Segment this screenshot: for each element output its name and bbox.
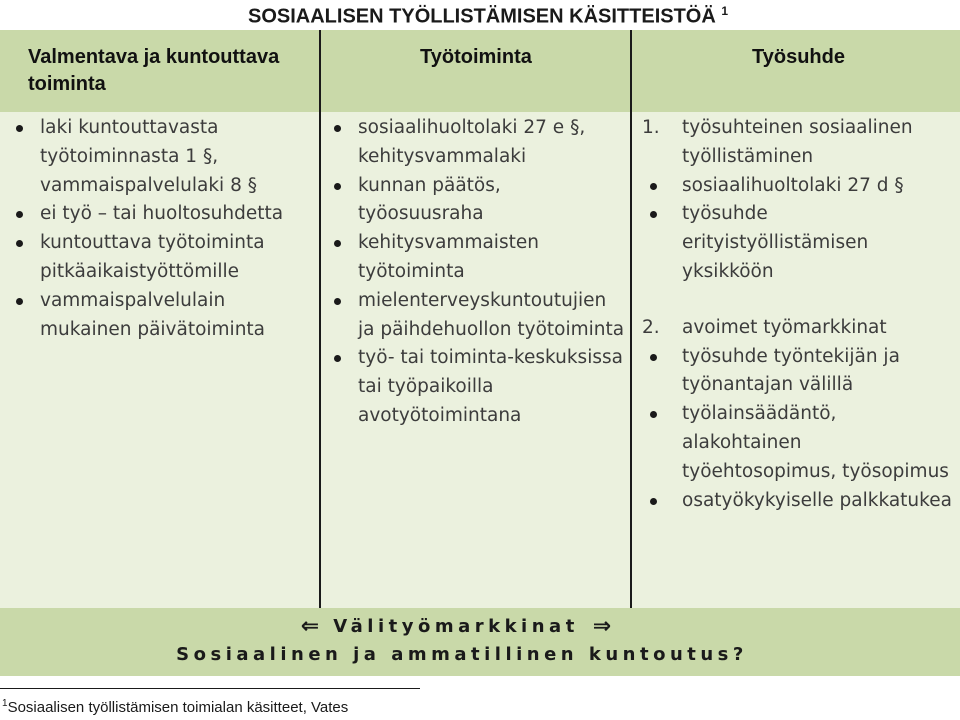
list-item: kehitysvammaisten työtoiminta (330, 229, 626, 287)
list-item: sosiaalihuoltolaki 27 e §, kehitysvammalaki (330, 114, 626, 172)
list-item: kuntouttava työtoiminta pitkäaikaistyöttömille (12, 229, 312, 287)
column-header-tyotoiminta: Työtoiminta (420, 46, 532, 68)
column-valmentava (12, 114, 312, 344)
section-2-list (642, 343, 954, 516)
valmentava-list (12, 114, 312, 344)
page-title (248, 4, 728, 29)
section-number: 2. (642, 316, 660, 338)
list-item: vammaispalvelulain mukainen päivätoiminta (12, 287, 312, 345)
column-divider-2 (630, 30, 632, 608)
list-item: sosiaalihuoltolaki 27 d § (642, 172, 954, 201)
list-item: työsuhde työntekijän ja työnantajan välillä (642, 343, 954, 401)
tyotoiminta-list (330, 114, 626, 431)
section-title: avoimet työmarkkinat (682, 316, 887, 338)
column-divider-1 (319, 30, 321, 608)
column-header-tyosuhde: Työsuhde (752, 46, 845, 68)
footnote-divider (0, 688, 420, 689)
list-item: osatyökykyiselle palkkatukea (642, 487, 954, 516)
section-1-list (642, 172, 954, 287)
list-item: työ- tai toiminta-keskuksissa tai työpaikoilla avotyötoimintana (330, 344, 626, 430)
list-item: ei työ – tai huoltosuhdetta (12, 200, 312, 229)
list-item: työsuhde erityistyöllistämisen yksikköön (642, 200, 954, 286)
title-footnote-mark: 1 (721, 4, 729, 18)
section-number: 1. (642, 117, 660, 138)
kuntoutus-label: Sosiaalinen ja ammatillinen kuntoutus? (176, 644, 748, 665)
footnote-mark: 1 (2, 698, 8, 709)
list-item: mielenterveyskuntoutujien ja päihdehuollon työtoiminta (330, 287, 626, 345)
column-tyotoiminta (330, 114, 626, 431)
footnote (2, 698, 348, 716)
column-header-valmentava: Valmentava ja kuntouttava toiminta (28, 46, 280, 95)
footnote-text: Sosiaalisen työllistämisen toimialan käsitteet, Vates (7, 699, 349, 716)
arrow-right-icon: ⇒ (592, 614, 612, 639)
arrow-left-icon: ⇐ (300, 614, 320, 639)
section-heading-2 (642, 314, 954, 343)
list-item: kunnan päätös, työosuusraha (330, 172, 626, 230)
column-tyosuhde (642, 114, 954, 515)
section-title: työsuhteinen sosiaalinen työllistäminen (682, 117, 913, 167)
title-text: SOSIAALISEN TYÖLLISTÄMISEN KÄSITTEISTÖÄ (248, 5, 716, 28)
valityomarkkinat-label (0, 614, 936, 639)
section-heading-1 (642, 114, 954, 172)
list-item: laki kuntouttavasta työtoiminnasta 1 §, vammaispalvelulaki 8 § (12, 114, 312, 200)
list-item: työlainsäädäntö, alakohtainen työehtosopimus, työsopimus (642, 400, 954, 486)
valityomarkkinat-text: Välityömarkkinat (333, 616, 579, 637)
